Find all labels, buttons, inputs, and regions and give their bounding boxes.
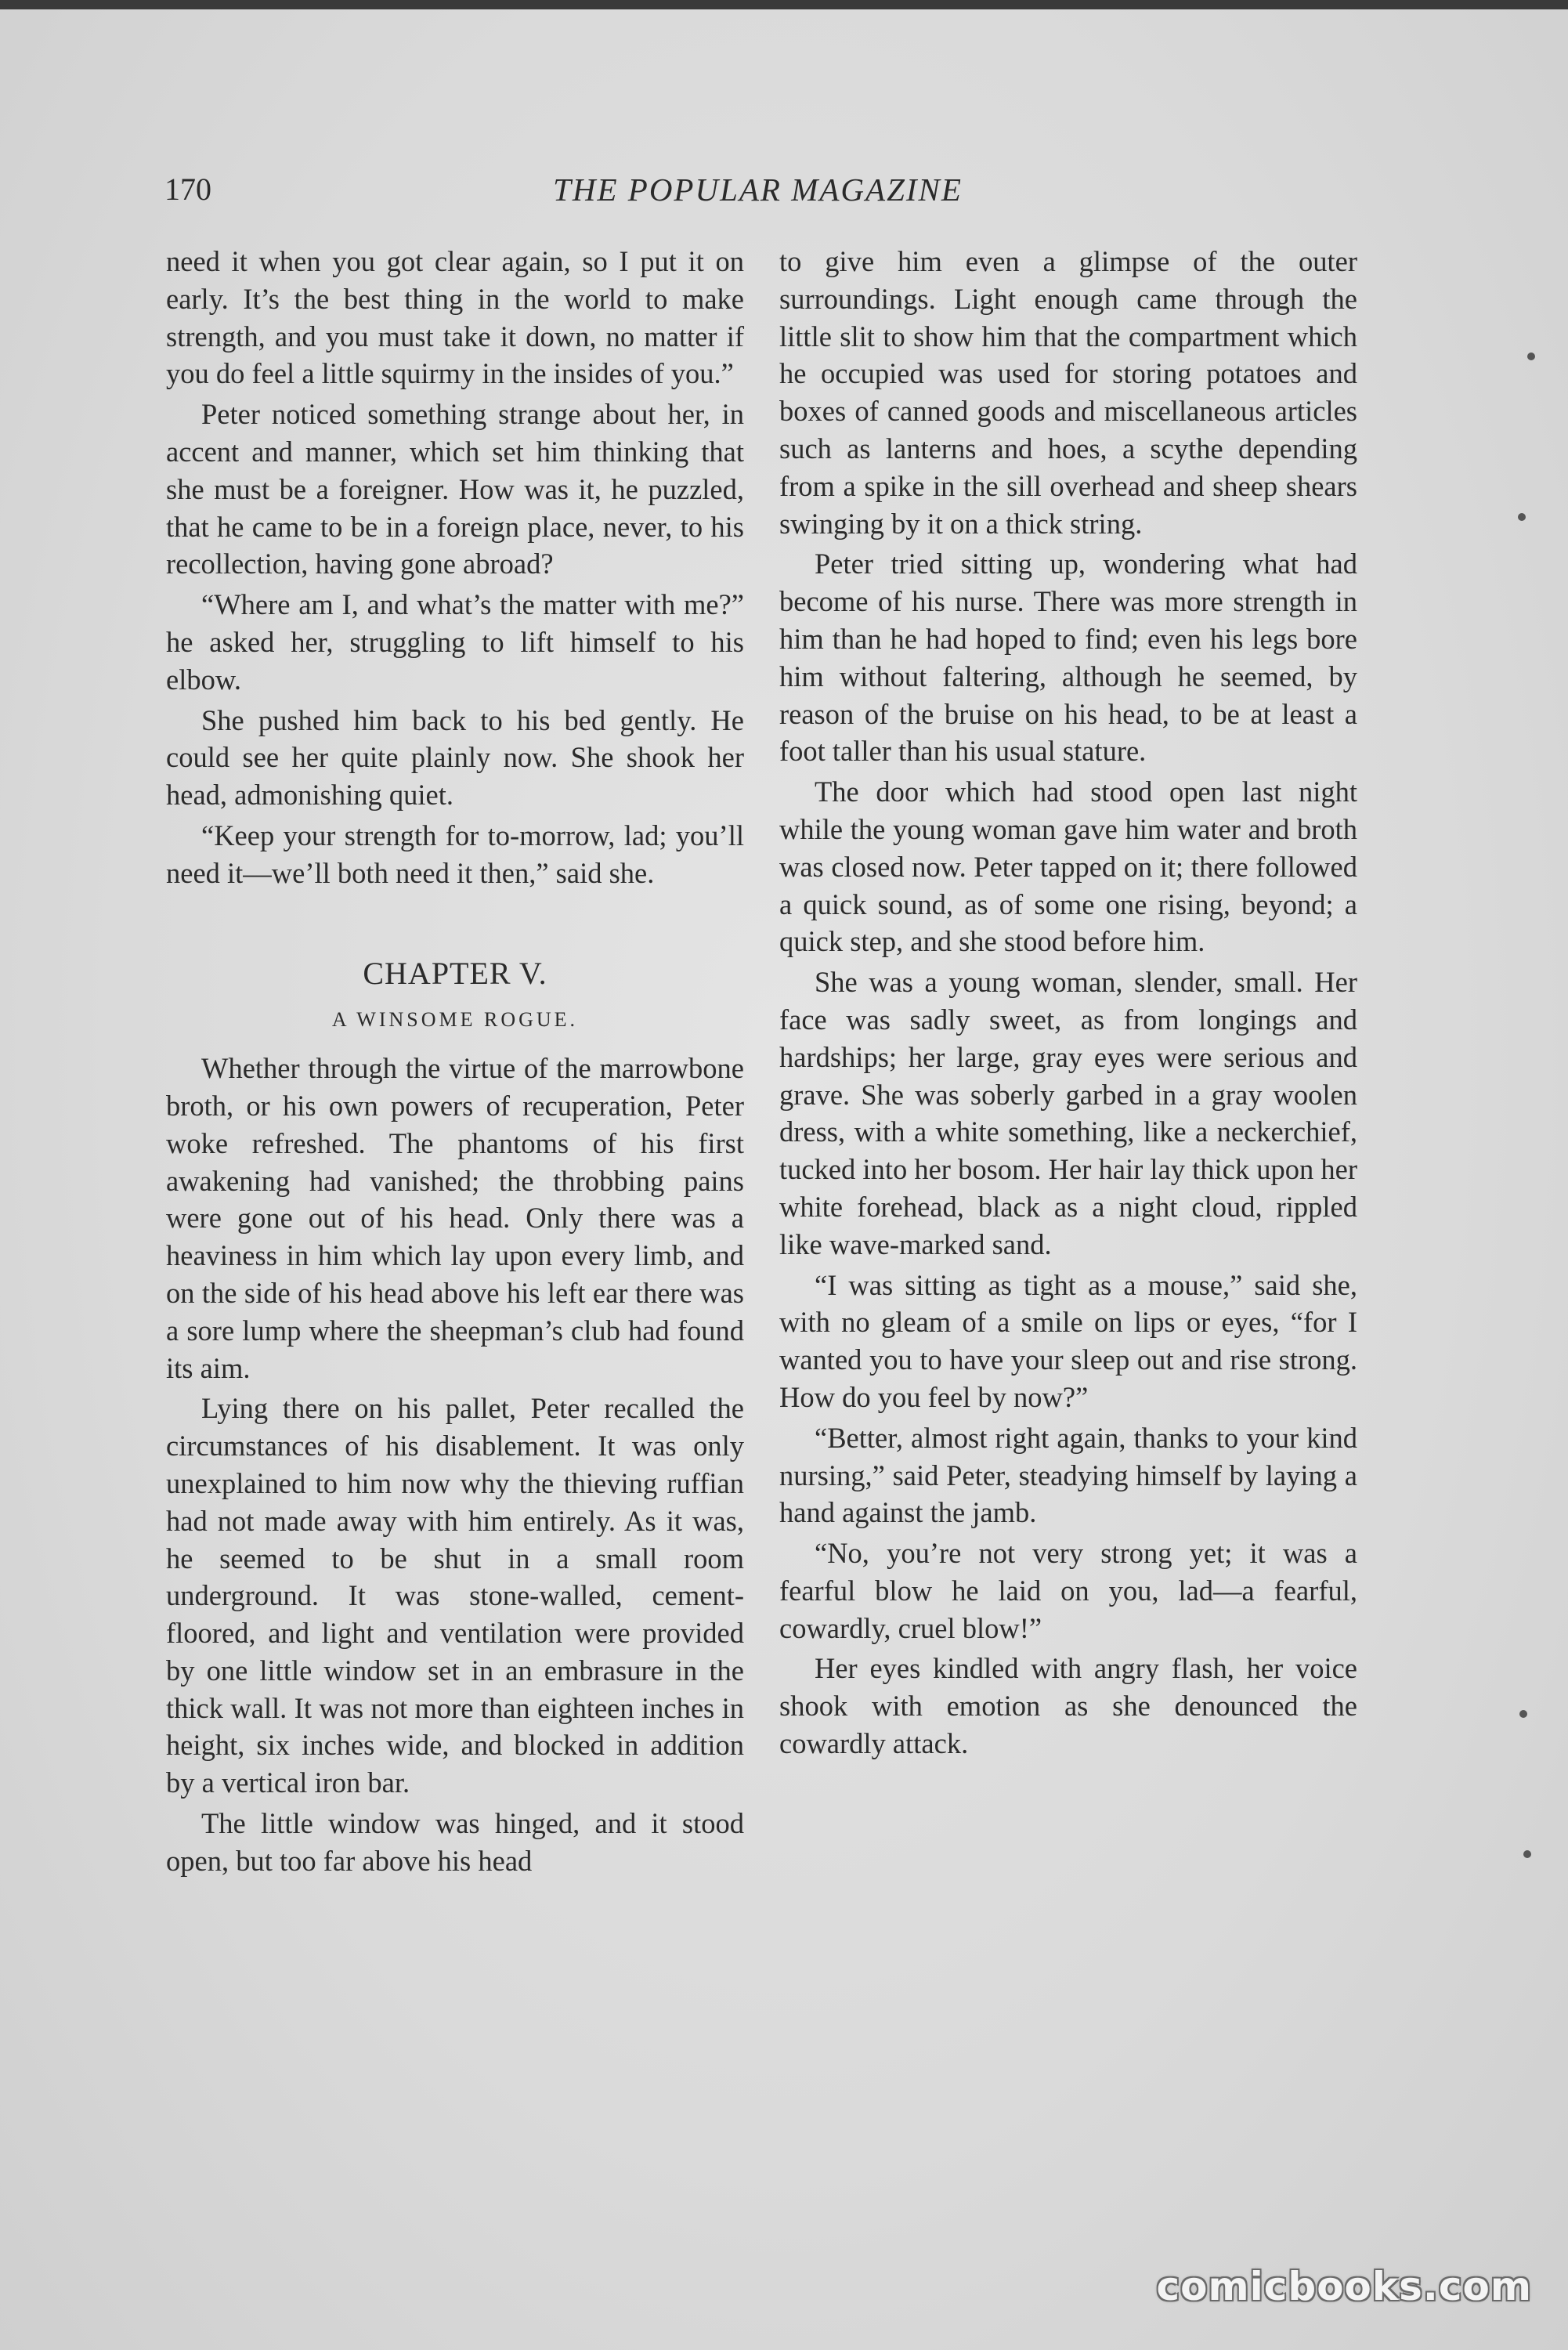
paragraph: “No, you’re not very strong yet; it was a fearful blow he laid on you, lad—a fearful, cowardly, cruel blow!” — [779, 1537, 1357, 1644]
paragraph: The little window was hinged, and it stood open, but too far above his head — [166, 1807, 744, 1877]
chapter-subtitle: A WINSOME ROGUE. — [331, 1008, 579, 1032]
paragraph: She was a young woman, slender, small. Her face was sadly sweet, as from longings and hardships; her large, gray eyes were serious and grave. She was soberly garbed in a gray woolen dress, with a white something, like a neckerchief, tucked into her bosom. Her hair lay thick upon her white forehead, black as a night cloud, rippled like wave-marked sand. — [779, 966, 1357, 1260]
paragraph: Peter noticed something strange about her, in accent and manner, which set him thinking that she must be a foreigner. How was it, he puzzled, that he came to be in a foreign place, never, to his recollection, having gone abroad? — [166, 398, 744, 580]
paper-speck — [1519, 1710, 1527, 1718]
page-number: 170 — [164, 172, 211, 207]
chapter-heading: CHAPTER V. — [363, 955, 547, 991]
running-title: THE POPULAR MAGAZINE — [553, 172, 963, 208]
paragraph: need it when you got clear again, so I put it on early. It’s the best thing in the world to make strength, and you must take it down, no matter if you do feel a little squirmy in the insides of you.” — [166, 245, 744, 390]
page-header — [164, 171, 1351, 218]
paper-speck — [1527, 352, 1535, 360]
right-column — [779, 243, 1357, 1766]
paragraph: Peter tried sitting up, wondering what had become of his nurse. There was more strength in him than he had hoped to find; even his legs bore him without faltering, although he seemed, by reason of the bruise on his head, to be at least a foot taller than his usual stature. — [779, 548, 1357, 768]
paper-speck — [1518, 513, 1526, 521]
paragraph: The door which had stood open last night while the young woman gave him water and broth was closed now. Peter tapped on it; there followed a quick sound, as of some one rising, beyond; a quick step, and she stood before him. — [779, 776, 1357, 958]
paragraph: Lying there on his pallet, Peter recalled the circumstances of his disablement. It was only unexplained to him now why the thieving ruffian had not made away with him entirely. As it was, he seemed to be shut in a small room underground. It was stone-walled, cement-floored, and light and ventilation were provided by one little window set in an embrasure in the thick wall. It was not more than eighteen inches in height, six inches wide, and blocked in addition by a vertical iron bar. — [166, 1392, 744, 1799]
paragraph: Whether through the virtue of the marrowbone broth, or his own powers of recuperation, Peter woke refreshed. The phantoms of his first awakening had vanished; the throbbing pains were gone out of his head. Only there was a heaviness in him which lay upon every limb, and on the side of his head above his left ear there was a sore lump where the sheepman’s club had found its aim. — [166, 1052, 744, 1384]
paragraph: “I was sitting as tight as a mouse,” said she, with no gleam of a smile on lips or eyes, “for I wanted you to have your sleep out and rise strong. How do you feel by now?” — [779, 1268, 1357, 1413]
page-top-edge — [0, 0, 1568, 9]
paragraph: “Where am I, and what’s the matter with me?” he asked her, struggling to lift himself to his elbow. — [166, 588, 744, 696]
watermark: comicbooks.com — [1156, 2264, 1532, 2309]
paragraph: She pushed him back to his bed gently. He could see her quite plainly now. She shook her head, admonishing quiet. — [166, 703, 744, 812]
paragraph: “Better, almost right again, thanks to your kind nursing,” said Peter, steadying himself by laying a hand against the jamb. — [779, 1421, 1357, 1529]
left-column — [166, 243, 744, 1883]
paragraph: to give him even a glimpse of the outer surroundings. Light enough came through the little slit to show him that the compartment which he occupied was used for storing potatoes and boxes of canned goods and miscellaneous articles such as lanterns and hoes, a scythe depending from a spike in the sill overhead and sheep shears swinging by it on a thick string. — [779, 245, 1357, 540]
paper-speck — [1523, 1850, 1531, 1858]
paragraph: Her eyes kindled with angry flash, her voice shook with emotion as she denounced the cowardly attack. — [779, 1652, 1357, 1760]
paragraph: “Keep your strength for to-morrow, lad; you’ll need it—we’ll both need it then,” said she. — [166, 819, 744, 889]
